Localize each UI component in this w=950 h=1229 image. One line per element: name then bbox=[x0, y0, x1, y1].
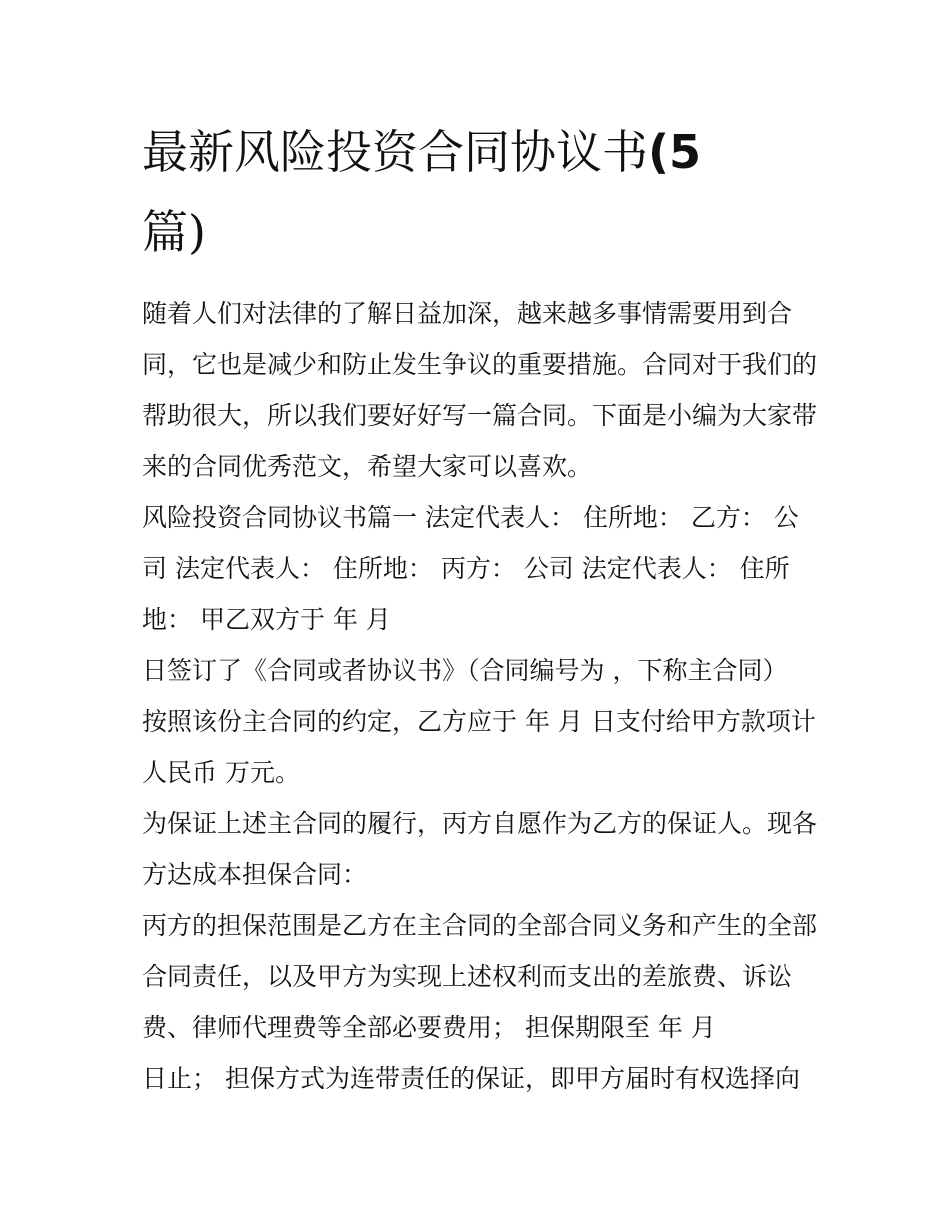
text-line: 按照该份主合同的约定，乙方应于 年 月 日支付给甲方款项计 bbox=[142, 707, 816, 736]
paragraph-method bbox=[142, 1053, 832, 1104]
text-line: 丙方的担保范围是乙方在主合同的全部合同义务和产生的全部 bbox=[142, 911, 818, 940]
paragraph-parties bbox=[142, 492, 832, 645]
paragraph-intro bbox=[142, 288, 832, 492]
text-line: 司 法定代表人： 住所地： 丙方： 公司 法定代表人： 住所 bbox=[142, 554, 790, 583]
text-line: 方达成本担保合同： bbox=[142, 860, 368, 889]
text-line: 风险投资合同协议书篇一 法定代表人： 住所地： 乙方： 公 bbox=[142, 503, 799, 532]
paragraph-main-contract bbox=[142, 645, 832, 798]
paragraph-guarantor bbox=[142, 798, 832, 900]
text-line: 同，它也是减少和防止发生争议的重要措施。合同对于我们的 bbox=[142, 350, 818, 379]
document-title bbox=[142, 112, 832, 272]
text-line: 来的合同优秀范文，希望大家可以喜欢。 bbox=[142, 452, 593, 481]
text-line: 随着人们对法律的了解日益加深，越来越多事情需要用到合 bbox=[142, 299, 793, 328]
title-main: 最新风险投资合同协议书 bbox=[142, 125, 648, 179]
text-line: 合同责任，以及甲方为实现上述权利而支出的差旅费、诉讼 bbox=[142, 962, 793, 991]
text-line: 日止； 担保方式为连带责任的保证，即甲方届时有权选择向 bbox=[142, 1064, 800, 1093]
text-line: 日签订了《合同或者协议书》（合同编号为 ，下称主合同） bbox=[142, 656, 788, 685]
paragraph-scope bbox=[142, 900, 832, 1053]
text-line: 帮助很大，所以我们要好好写一篇合同。下面是小编为大家带 bbox=[142, 401, 818, 430]
text-line: 费、律师代理费等全部必要费用； 担保期限至 年 月 bbox=[142, 1013, 716, 1042]
document-body bbox=[142, 288, 832, 1104]
document-page bbox=[142, 112, 832, 1104]
text-line: 地： 甲乙双方于 年 月 bbox=[142, 605, 391, 634]
text-line: 为保证上述主合同的履行，丙方自愿作为乙方的保证人。现各 bbox=[142, 809, 818, 838]
title-tail: 篇) bbox=[142, 205, 206, 259]
title-count: (5 bbox=[648, 125, 702, 179]
text-line: 人民币 万元。 bbox=[142, 758, 300, 787]
